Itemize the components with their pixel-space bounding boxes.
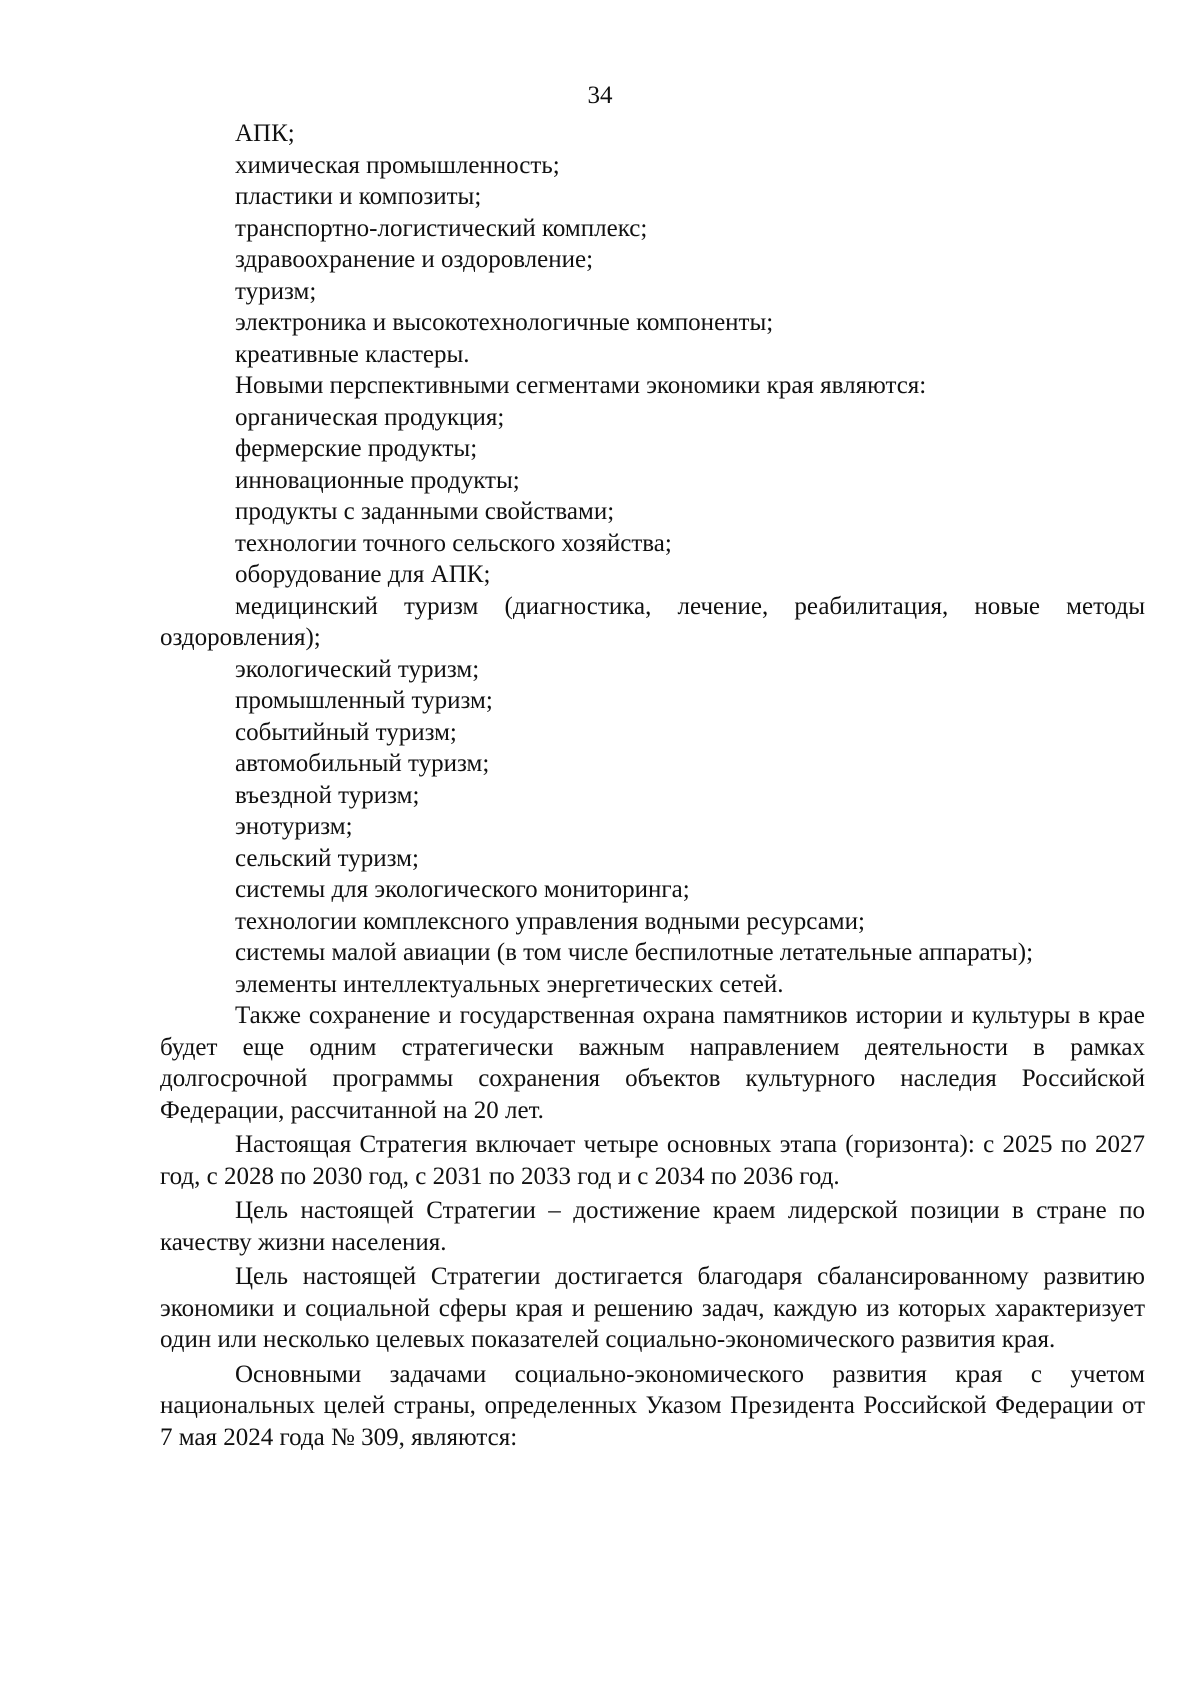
list-item-medical-tourism: медицинский туризм (диагностика, лечение, реабилитация, новые методы оздоровления);: [160, 592, 1145, 651]
list-item: оборудование для АПК;: [235, 561, 491, 588]
list-item: системы для экологического мониторинга;: [235, 876, 690, 903]
list-item: продукты с заданными свойствами;: [235, 498, 615, 525]
paragraph-goal-achievement: Цель настоящей Стратегии достигается благодаря сбалансированному развитию экономики и социальной сферы края и решению задач, каждую из которых характеризует один или несколько целевых показателей социально-экономического развития края.: [160, 1263, 1145, 1353]
paragraph-heritage: Также сохранение и государственная охрана памятников истории и культуры в крае будет еще одним стратегически важным направлением деятельности в рамках долгосрочной программы сохранения объектов культурного наследия Российской Федерации, рассчитанной на 20 лет.: [160, 1002, 1145, 1124]
list-item: событийный туризм;: [235, 718, 457, 746]
list-item: фермерские продукты;: [235, 435, 478, 462]
list-item: туризм;: [235, 277, 317, 305]
list-item: инновационные продукты;: [235, 466, 520, 494]
list-item-small-aviation: системы малой авиации (в том числе беспилотные летательные аппараты);: [235, 939, 1034, 966]
list-item: химическая промышленность;: [235, 151, 560, 179]
paragraph-stages: Настоящая Стратегия включает четыре основных этапа (горизонта): с 2025 по 2027 год, с 2028 по 2030 год, с 2031 по 2033 год и с 2034 по 2036 год.: [160, 1131, 1145, 1190]
list-item: технологии точного сельского хозяйства;: [235, 529, 672, 557]
list-item: пластики и композиты;: [235, 183, 482, 210]
list-item: креативные кластеры.: [235, 340, 470, 368]
page-number: 34: [587, 82, 613, 109]
paragraph-main-tasks: Основными задачами социально-экономического развития края с учетом национальных целей страны, определенных Указом Президента Российской Федерации от 7 мая 2024 года № 309, являются:: [160, 1360, 1145, 1451]
list-item: экологический туризм;: [235, 655, 480, 683]
list-item: органическая продукция;: [235, 403, 505, 431]
list-item: транспортно-логистический комплекс;: [235, 214, 648, 242]
paragraph-goal: Цель настоящей Стратегии – достижение краем лидерской позиции в стране по качеству жизни населения.: [160, 1197, 1145, 1256]
list-item: АПК;: [235, 120, 295, 147]
list-item: технологии комплексного управления водными ресурсами;: [235, 907, 865, 935]
list-intro: Новыми перспективными сегментами экономики края являются:: [235, 372, 927, 399]
list-item: автомобильный туризм;: [235, 750, 490, 777]
list-item: элементы интеллектуальных энергетических сетей.: [235, 970, 784, 998]
list-item: энотуризм;: [235, 813, 353, 840]
list-item: электроника и высокотехнологичные компоненты;: [235, 309, 774, 336]
text-body: [160, 118, 1145, 1453]
list-item: сельский туризм;: [235, 844, 419, 872]
list-item: въездной туризм;: [235, 781, 420, 809]
list-item: промышленный туризм;: [235, 687, 493, 714]
list-item: здравоохранение и оздоровление;: [235, 246, 594, 273]
